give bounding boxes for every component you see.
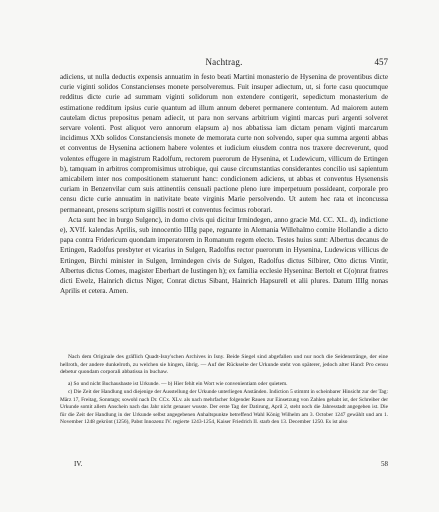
footnotes (60, 381, 388, 427)
main-text (60, 72, 388, 296)
body-paragraph: adiciens, ut nulla deductis expensis annuatim in festo beati Martini monasterio de Hysenina de proventibus dicte curie viginti solidos Constancienses monete persolveremus. Fuit insuper adiectum, ut, si forte casu quocumque redditus dicte curie ad summam viginti solidorum non extendere contigerit, sepedictum monasterium de estimatione redditum ipsius curie quantum ad illum annum deberet permanere contentum. Ad maiorem autem cautelam dictus prepositus penam adiecit, ut para non servans arbitrium viginti marcas puri argenti solveret servare volenti. Post aliquot vero annorum elapsum a) nos abbatissa iam dictam penam viginti marcarum incidimus XXb solidos Constanciensis monete de memorata curte non solvendo, super qua summa argenti abbas et conventus de Hysenina actionem habere volentes et iudicium eiusdem contra nos traxere decreverunt, quod volentes effugere in magistrum Radolfum, rectorem puerorum de Hysenina, et Ludewicum, villicum de Ertingen b), tamquam in arbitros compromisimus utrobique, qui cause circumstantias considerantes concilio usi sapientum amicabilem inter nos compositionem statuerunt hanc: condicionem adiciens, ut abbas et conventus Hysenensis curiam in Benzenvilar cum suis attinentiis censuali pactione pleno iure imperpetuum possideant, corporale pro censu dicte curie annuatim in nativitate beate virginis Marie persolvendo. Ut autem hec rata et inconcussa permaneant, presens scriptum sigillis nostri et conventus fecimus roborari. (60, 73, 388, 214)
footnote: c) Die Zeit der Handlung und diejenige der Ausstellung der Urkunde unterliegen Anständen. Indiction 5 stimmt in scheinbarer Hinsicht zur der Tag: März 17, Freitag, Sonntags; sowohl nach Dr. CCx. XLv. als nach mehrfacher folgender Rauen zur Einsetzung von Zahlen gehabt ist, der Schreiber der Urkunde somit allem Anschein nach das Jahr nicht genauer wusste. Der erste Tag der Datirung, April 2, steht noch die Jahresstadt angegeben ist. Die für die Zeit der Handlung in der Urkunde selbst angegebenen Anhaltspunkte betreffend Wahl König Wilhelm am 3. October 1247 gewählt und am 1. November 1248 gekrönt (1256), Pabst Innozenz IV. regierte 1243-1254, Kaiser Friedrich II. starb den 13. December 1250. Es ist also (60, 389, 388, 426)
page-footer (60, 459, 388, 469)
source-note-text: Nach dem Originale des gräflich Quadt-Isny'schen Archives in Isny. Beide Siegel sind abgefallen und nur noch die Seidenstränge, der eine hellroth, der andere dunkelroth, zu welchen sie hingen, übrig. — Auf der Rückseite der Urkunde steht von späterer, jedoch alter Hand: Pro censu debetur quondam corporali abbatissa in buchaw. (60, 354, 388, 376)
running-title: Nachtrag. (205, 57, 243, 67)
source-note (60, 354, 388, 377)
running-header (60, 56, 388, 68)
sheet-number: 58 (381, 460, 388, 468)
signature-mark: IV. (74, 460, 83, 468)
page-number: 457 (374, 57, 388, 67)
footnote: a) So und nicht Buchausbaste ist Urkunde. — b) Hier fehlt ein Wort wie convenientiam oder quietem. (68, 381, 288, 387)
body-paragraph: Acta sunt hec in burgo Sulgenc), in domo civis qui dicitur Irmindegen, anno gracie Md. CC. XL. d), indictione e), XVIf. kalendas Aprilis, sub innocentio IIIIg pape, regnante in Alemania Willehalmo comite Hollandie a dicto papa contra Fridericum quondam imperatorem in Romanum regem electo. Testes huius sunt: Albertus decanus de Ertingen, Radolfus presbyter et vicarius in Sulgen, Radolfus rector puerorum in Hysenina, Ludewicus villicus de Ertingen, Birchi minister in Sulgen, Irmindegen civis de Sulgen, Radolfus dictus Silbirer, Otto dictus Vintir, Albertus dictus Comes, magister Eberhart de Iustingen h); ex familia ecclesie Hysenina: Bertolt et C(o)nrat fratres dicti Ewelz, Hainrich dictus Niger, Conrat dictus Sibant, Hainrich Hapsurell et alii plures. Datum IIIIg nonas Aprilis et cetera. Amen. (60, 215, 388, 296)
